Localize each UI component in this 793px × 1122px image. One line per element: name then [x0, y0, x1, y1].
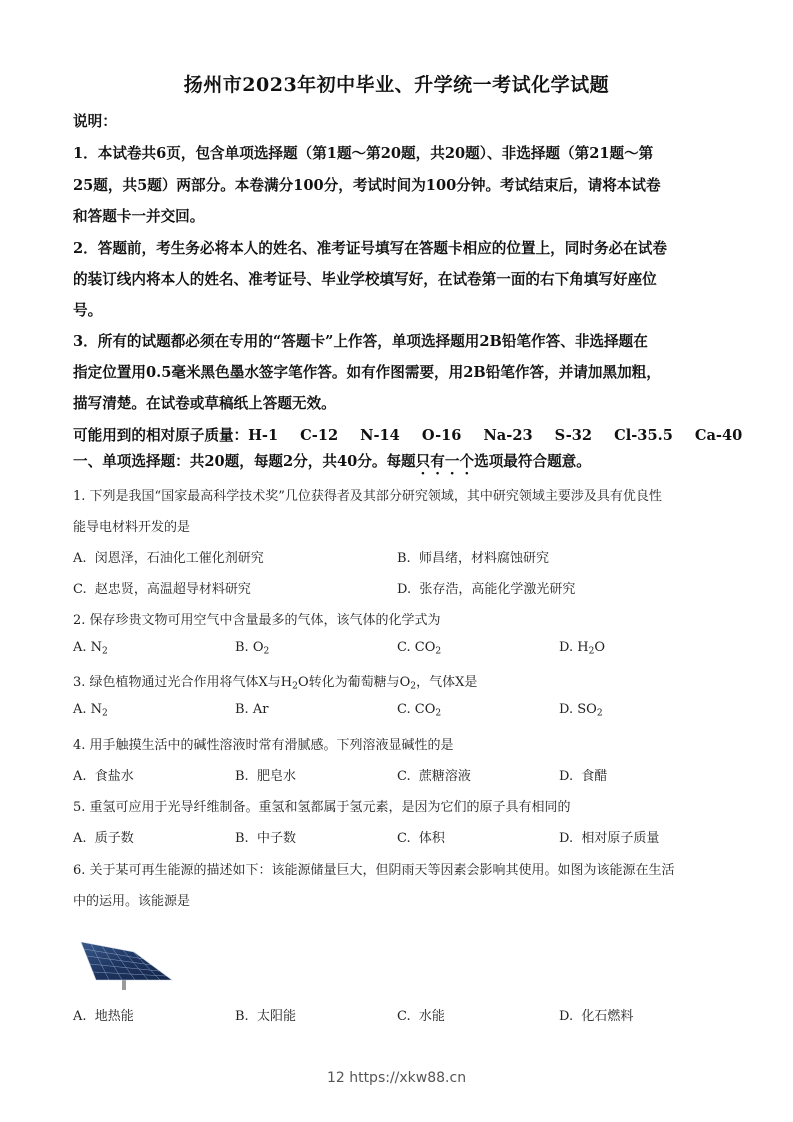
question-1-stem-cont: 能导电材料开发的是	[73, 520, 191, 535]
question-text: 下列是我国“国家最高科学技术奖”几位获得者及其部分研究领域，其中研究领域主要涉及具有优良性	[89, 489, 662, 504]
q6-option-a[interactable]: A. 地热能	[73, 1009, 134, 1024]
instruction-1-line-2: 25题，共5题）两部分。本卷满分100分，考试时间为100分钟。考试结束后，请将本试卷	[73, 177, 661, 194]
q4-option-c[interactable]: C. 蔗糖溶液	[397, 769, 471, 784]
instruction-2-line-1: 2．答题前，考生务必将本人的姓名、准考证号填写在答题卡相应的位置上，同时务必在试卷	[73, 240, 667, 257]
instruction-3-line-2: 指定位置用0.5毫米黑色墨水签字笔作答。如有作图需要，用2B铅笔作答，并请加黑加粗，	[73, 364, 661, 381]
instructions-label: 说明：	[73, 113, 117, 130]
instruction-1-line-3: 和答题卡一并交回。	[73, 208, 205, 225]
atomic-mass-o: O-16	[421, 427, 462, 444]
q1-option-b[interactable]: B. 师昌绪，材料腐蚀研究	[397, 551, 549, 566]
question-2-stem	[73, 609, 441, 628]
atomic-mass-ca: Ca-40	[694, 427, 743, 444]
q5-option-c[interactable]: C. 体积	[397, 831, 445, 846]
question-6-stem	[73, 859, 675, 878]
question-text: 关于某可再生能源的描述如下：该能源储量巨大，但阴雨天等因素会影响其使用。如图为该能源在生活	[89, 863, 675, 878]
question-1-stem	[73, 485, 662, 504]
q6-option-b[interactable]: B. 太阳能	[235, 1009, 296, 1024]
question-number: 1.	[73, 489, 86, 504]
question-number: 5.	[73, 800, 86, 815]
instruction-2-line-2: 的装订线内将本人的姓名、准考证号、毕业学校填写好，在试卷第一面的右下角填写好座位	[73, 271, 657, 288]
question-number: 2.	[73, 613, 86, 628]
q3-option-a[interactable]: A. $N_2$	[73, 702, 108, 719]
question-5-stem	[73, 796, 571, 815]
question-number: 6.	[73, 863, 86, 878]
instruction-3-line-3: 描写清楚。在试卷或草稿纸上答题无效。	[73, 395, 336, 412]
q2-option-c[interactable]: C. $CO_2$	[397, 640, 442, 657]
q2-option-d[interactable]: D. $H_2O$	[559, 640, 606, 657]
atomic-mass-cl: Cl-35.5	[614, 427, 673, 444]
q2-option-a[interactable]: A. $N_2$	[73, 640, 108, 657]
q2-option-b[interactable]: B. $O_2$	[235, 640, 270, 657]
solar-panel-image	[78, 940, 174, 990]
page-title: 扬州市2023年初中毕业、升学统一考试化学试题	[183, 74, 610, 96]
q4-option-b[interactable]: B. 肥皂水	[235, 769, 296, 784]
question-3-stem: 3. 绿色植物通过光合作用将气体X与$H_2O$转化为葡萄糖与$O_2$，气体X是	[73, 675, 478, 692]
q1-option-c[interactable]: C. 赵忠贤，高温超导材料研究	[73, 582, 251, 597]
atomic-masses-line	[73, 424, 742, 445]
instruction-1-line-1: 1．本试卷共6页，包含单项选择题（第1题～第20题，共20题）、非选择题（第21题～第	[73, 145, 654, 162]
atomic-masses-label: 可能用到的相对原子质量：	[73, 427, 249, 444]
q5-option-d[interactable]: D. 相对原子质量	[559, 831, 660, 846]
q4-option-a[interactable]: A. 食盐水	[73, 769, 134, 784]
atomic-mass-na: Na-23	[483, 427, 533, 444]
q1-option-d[interactable]: D. 张存浩，高能化学激光研究	[397, 582, 576, 597]
section-heading	[73, 450, 591, 471]
emphasis-char: 一	[444, 453, 460, 470]
question-number: 4.	[73, 738, 86, 753]
q5-option-b[interactable]: B. 中子数	[235, 831, 296, 846]
q4-option-d[interactable]: D. 食醋	[559, 769, 608, 784]
atomic-mass-s: S-32	[554, 427, 593, 444]
instruction-3-line-1: 3．所有的试题都必须在专用的“答题卡”上作答，单项选择题用2B铅笔作答、非选择题在	[73, 333, 648, 350]
q3-option-d[interactable]: D. $SO_2$	[559, 702, 603, 719]
question-6-stem-cont: 中的运用。该能源是	[73, 894, 191, 909]
footer-watermark: 12 https://xkw88.cn	[326, 1070, 467, 1086]
atomic-mass-h: H-1	[248, 427, 279, 444]
question-4-stem	[73, 734, 454, 753]
emphasis-char: 有	[430, 453, 445, 470]
q5-option-a[interactable]: A. 质子数	[73, 831, 134, 846]
question-text: 重氢可应用于光导纤维制备。重氢和氢都属于氢元素，是因为它们的原子具有相同的	[89, 800, 571, 815]
q6-option-c[interactable]: C. 水能	[397, 1009, 445, 1024]
q3-option-b[interactable]: B. Ar	[235, 702, 269, 717]
section-heading-text: 一、单项选择题：共20题，每题2分，共40分。每题	[73, 453, 416, 470]
atomic-mass-n: N-14	[360, 427, 400, 444]
question-text: 保存珍贵文物可用空气中含量最多的气体，该气体的化学式为	[89, 613, 441, 628]
question-text: 用手触摸生活中的碱性溶液时常有滑腻感。下列溶液显碱性的是	[89, 738, 454, 753]
section-heading-tail: 选项最符合题意。	[474, 453, 591, 470]
q6-option-d[interactable]: D. 化石燃料	[559, 1009, 634, 1024]
question-number: 3.	[73, 675, 86, 690]
q3-option-c[interactable]: C. $CO_2$	[397, 702, 442, 719]
emphasis-char: 只	[415, 453, 431, 470]
instruction-2-line-3: 号。	[73, 302, 103, 319]
emphasis-char: 个	[459, 453, 475, 470]
q1-option-a[interactable]: A. 闵恩泽，石油化工催化剂研究	[73, 551, 264, 566]
atomic-mass-c: C-12	[300, 427, 339, 444]
